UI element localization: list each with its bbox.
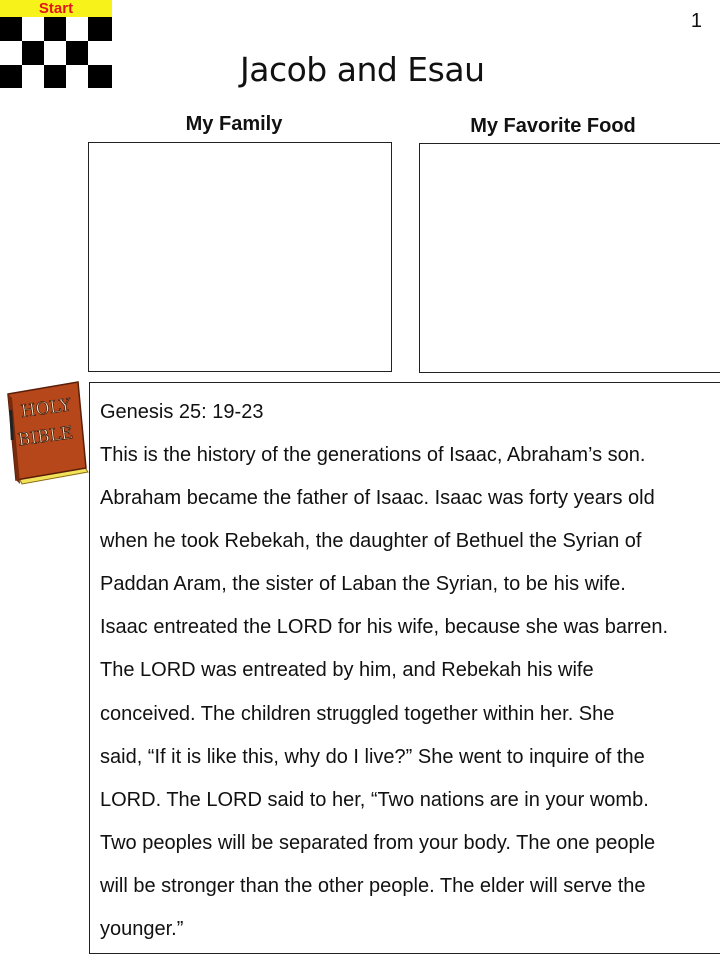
scripture-text: [100, 434, 720, 951]
my-favorite-food-drawing-box[interactable]: [419, 143, 720, 373]
scripture-reference: Genesis 25: 19-23: [100, 401, 264, 423]
scripture-line: The LORD was entreated by him, and Rebekah his wife: [100, 659, 594, 682]
scripture-line: conceived. The children struggled together within her. She: [100, 702, 615, 725]
scripture-line: This is the history of the generations of Isaac, Abraham’s son.: [100, 444, 646, 466]
bible-icon-line2: BIBLE: [16, 423, 75, 451]
checkered-flag-icon: [0, 17, 112, 88]
my-family-drawing-box[interactable]: [88, 142, 392, 372]
start-label: Start: [0, 0, 112, 17]
scripture-line: said, “If it is like this, why do I live?” She went to inquire of the: [100, 745, 645, 768]
page-number: 1: [690, 10, 702, 32]
scripture-line: Abraham became the father of Isaac. Isaac was forty years old: [100, 487, 655, 510]
my-family-label: My Family: [185, 113, 283, 135]
holy-bible-icon: [4, 380, 90, 488]
my-favorite-food-label: My Favorite Food: [470, 115, 636, 137]
scripture-passage-box: [89, 382, 720, 954]
start-flag: [0, 0, 112, 88]
scripture-line: will be stronger than the other people. The elder will serve the: [100, 874, 646, 897]
scripture-line: younger.”: [100, 918, 184, 941]
page-title: Jacob and Esau: [240, 50, 485, 89]
scripture-line: when he took Rebekah, the daughter of Bethuel the Syrian of: [100, 530, 642, 553]
bible-icon-line1: HOLY: [19, 395, 73, 423]
scripture-line: LORD. The LORD said to her, “Two nations are in your womb.: [100, 788, 649, 811]
scripture-line: Paddan Aram, the sister of Laban the Syrian, to be his wife.: [100, 573, 626, 596]
scripture-line: Isaac entreated the LORD for his wife, because she was barren.: [100, 616, 669, 639]
scripture-line: Two peoples will be separated from your body. The one people: [100, 831, 656, 854]
